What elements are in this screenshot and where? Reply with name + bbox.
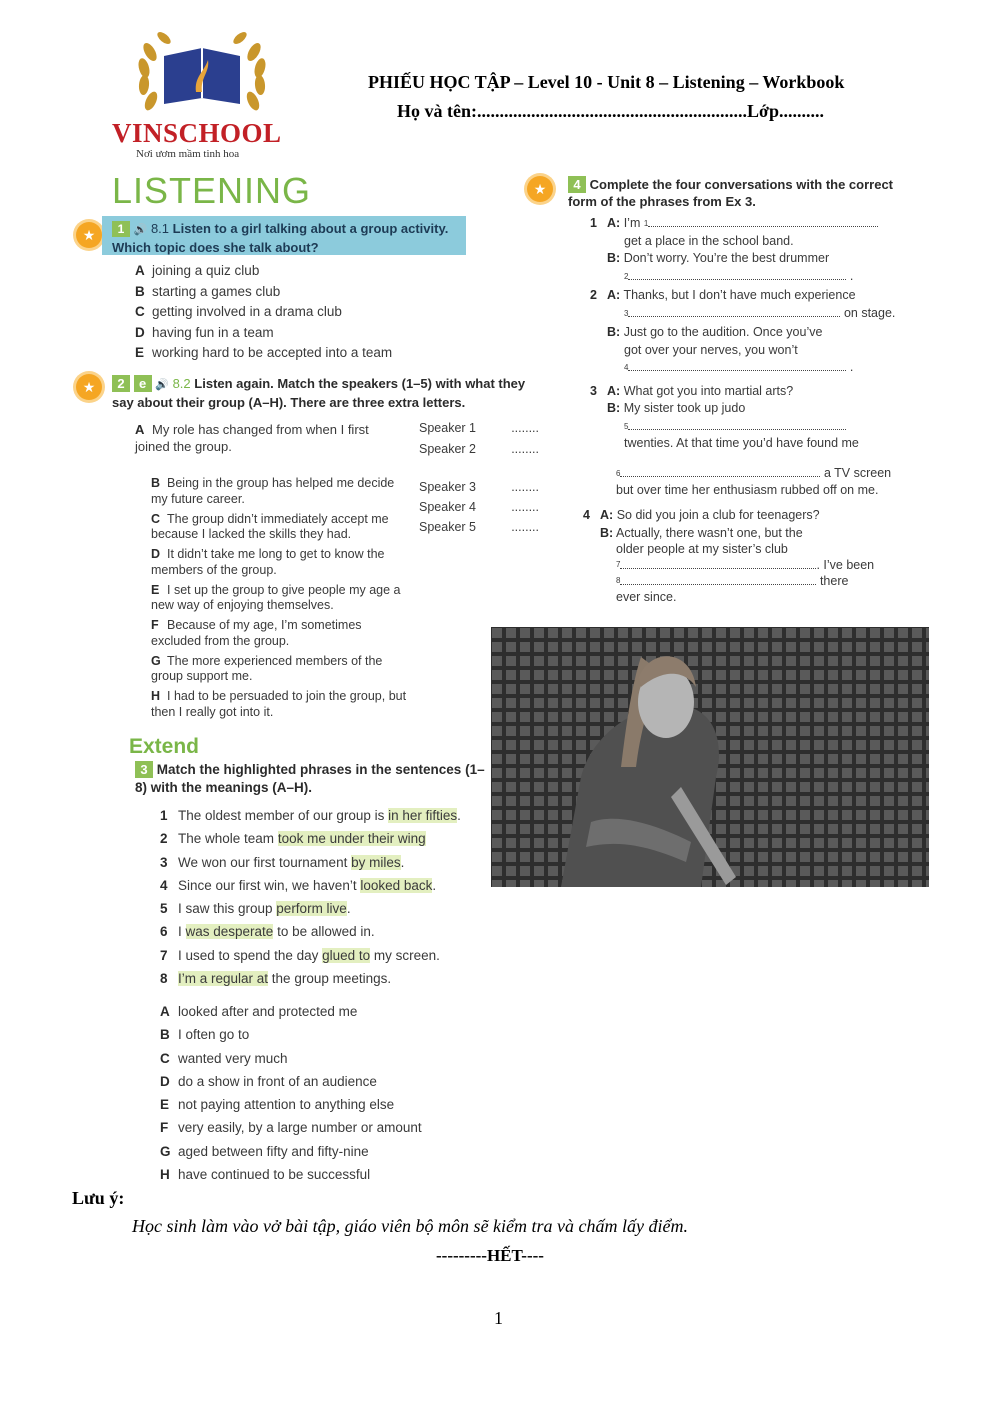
list-item: 8 I’m a regular at the group meetings. [160, 971, 392, 987]
list-item: C The group didn’t immediately accept me because I lacked the skills they had. [151, 511, 389, 541]
section-title: LISTENING [112, 170, 312, 211]
list-item: 1 The oldest member of our group is in her fifties. [160, 808, 461, 823]
ex2-statement-a: A My role has changed from when I first joined the group. [135, 422, 369, 454]
hockey-player-photo [491, 627, 929, 887]
speaker-list [419, 421, 539, 540]
name-class-line: Họ và tên:............................................................Lớp.......... [397, 101, 824, 121]
ex3-number: 3 [135, 761, 153, 778]
list-item: C getting involved in a drama club [135, 304, 342, 319]
ex3-sentences [160, 804, 461, 990]
list-item: H I had to be persuaded to join the group, but then I really got into it. [151, 689, 407, 719]
page-number: 1 [494, 1308, 503, 1328]
ex2-instruction [112, 375, 542, 411]
ex4-number: 4 [568, 176, 586, 193]
list-item: Speaker 4 ........ [419, 500, 539, 514]
blank-3[interactable] [628, 316, 840, 317]
list-item: B Being in the group has helped me decide my future career. [151, 476, 395, 506]
ex2-statements [151, 476, 409, 720]
list-item: A looked after and protected me [160, 1004, 358, 1019]
ex2-e-badge: e [134, 375, 152, 392]
list-item: D having fun in a team [135, 324, 274, 340]
note-label: Lưu ý: [72, 1188, 125, 1208]
ex1-instruction-text: Listen to a girl talking about a group activity. Which topic does she talk about? [112, 221, 449, 255]
school-logo [98, 12, 306, 164]
photo-image [491, 627, 929, 887]
end-marker: ---------HẾT---- [436, 1246, 544, 1265]
list-item: G aged between fifty and fifty-nine [160, 1143, 369, 1159]
list-item: A joining a quiz club [135, 263, 260, 278]
list-item: 2 The whole team took me under their wing [160, 831, 426, 847]
ex3-instruction [135, 761, 495, 797]
list-item: F very easily, by a large number or amount [160, 1120, 422, 1136]
list-item: C wanted very much [160, 1050, 288, 1066]
blank-8[interactable] [620, 584, 816, 585]
conversation-4: 4 A: So did you join a club for teenagers? B: Actually, there wasn’t one, but the older people at my sister’s club $^7$ . I’ve been $^8$ there ever since. [583, 508, 875, 604]
blank-5[interactable] [628, 429, 846, 430]
ex4-instruction-text: Complete the four conversations with the correct form of the phrases from Ex 3. [568, 177, 894, 209]
blank-1[interactable] [648, 226, 878, 227]
star-icon: ★ [76, 222, 102, 248]
worksheet-title: PHIẾU HỌC TẬP – Level 10 - Unit 8 – Listening – Workbook [368, 72, 845, 92]
list-item: Speaker 2 ........ [419, 442, 539, 456]
list-item: 5 I saw this group perform live. [160, 901, 351, 917]
ex1-options [135, 261, 392, 364]
ex2-number: 2 [112, 375, 130, 392]
list-item: D It didn’t take me long to get to know the members of the group. [151, 547, 385, 577]
ex4-instruction [568, 176, 908, 210]
speaker-icon: 🔊 [155, 379, 169, 391]
ex2-instruction-text: Listen again. Match the speakers (1–5) with what they say about their group (A–H). There are three extra letters. [112, 376, 526, 410]
ex4-conversations [590, 215, 910, 500]
ex1-track: 8.1 [150, 221, 170, 236]
conversation-3: 3 A: What got you into martial arts? B: My sister took up judo $^5$ twenties. At that time you’d have found me $^6$ a TV screen but over time her enthusiasm rubbed off on me. [590, 383, 892, 497]
list-item: 7 I used to spend the day glued to my screen. [160, 947, 440, 963]
ex1-instruction [112, 220, 462, 256]
list-item: Speaker 5 ........ [419, 520, 539, 534]
blank-7[interactable] [620, 568, 816, 569]
conversation-1: 1 A: I’m $^1$ get a place in the school band. B: Don’t worry. You’re the best drummer $^2$ . [590, 215, 910, 285]
list-item: D do a show in front of an audience [160, 1073, 377, 1089]
laurel-book-icon [98, 12, 306, 132]
list-item: E I set up the group to give people my age a new way of enjoying themselves. [151, 582, 401, 612]
logo-name: VINSCHOOL [112, 118, 282, 148]
list-item: B starting a games club [135, 283, 281, 299]
list-item: 4 Since our first win, we haven’t looked back. [160, 877, 437, 893]
extend-title: Extend [129, 735, 200, 758]
ex3-meanings [160, 1000, 422, 1186]
list-item: 3 We won our first tournament by miles. [160, 854, 405, 870]
ex3-instruction-text: Match the highlighted phrases in the sentences (1–8) with the meanings (A–H). [135, 762, 485, 795]
list-item: Speaker 3 ........ [419, 480, 539, 494]
list-item: 6 I was desperate to be allowed in. [160, 924, 375, 940]
blank-2[interactable] [628, 279, 846, 280]
blank-6[interactable] [620, 476, 820, 477]
blank-4[interactable] [628, 370, 846, 371]
list-item: E not paying attention to anything else [160, 1097, 395, 1113]
list-item: B I often go to [160, 1027, 250, 1043]
list-item: H have continued to be successful [160, 1167, 371, 1183]
conversation-2: 2 A: Thanks, but I don’t have much experience $^3$ on stage. B: Just go to the audition. Once you’ve got over your nerves, you won’t $^4$ . [590, 288, 896, 374]
star-icon: ★ [76, 374, 102, 400]
list-item: F Because of my age, I’m sometimes excluded from the group. [151, 618, 362, 648]
speaker-icon: 🔊 [133, 224, 148, 236]
list-item: E working hard to be accepted into a team [135, 345, 393, 360]
note-text: Học sinh làm vào vở bài tập, giáo viên bộ môn sẽ kiểm tra và chấm lấy điểm. [132, 1216, 688, 1236]
ex2-track: 8.2 [172, 376, 191, 391]
star-icon: ★ [527, 176, 553, 202]
list-item: Speaker 1 ........ [419, 421, 539, 435]
ex1-number: 1 [112, 221, 130, 237]
logo-slogan: Nơi ươm mầm tinh hoa [136, 148, 240, 160]
list-item: G The more experienced members of the group support me. [151, 653, 383, 683]
